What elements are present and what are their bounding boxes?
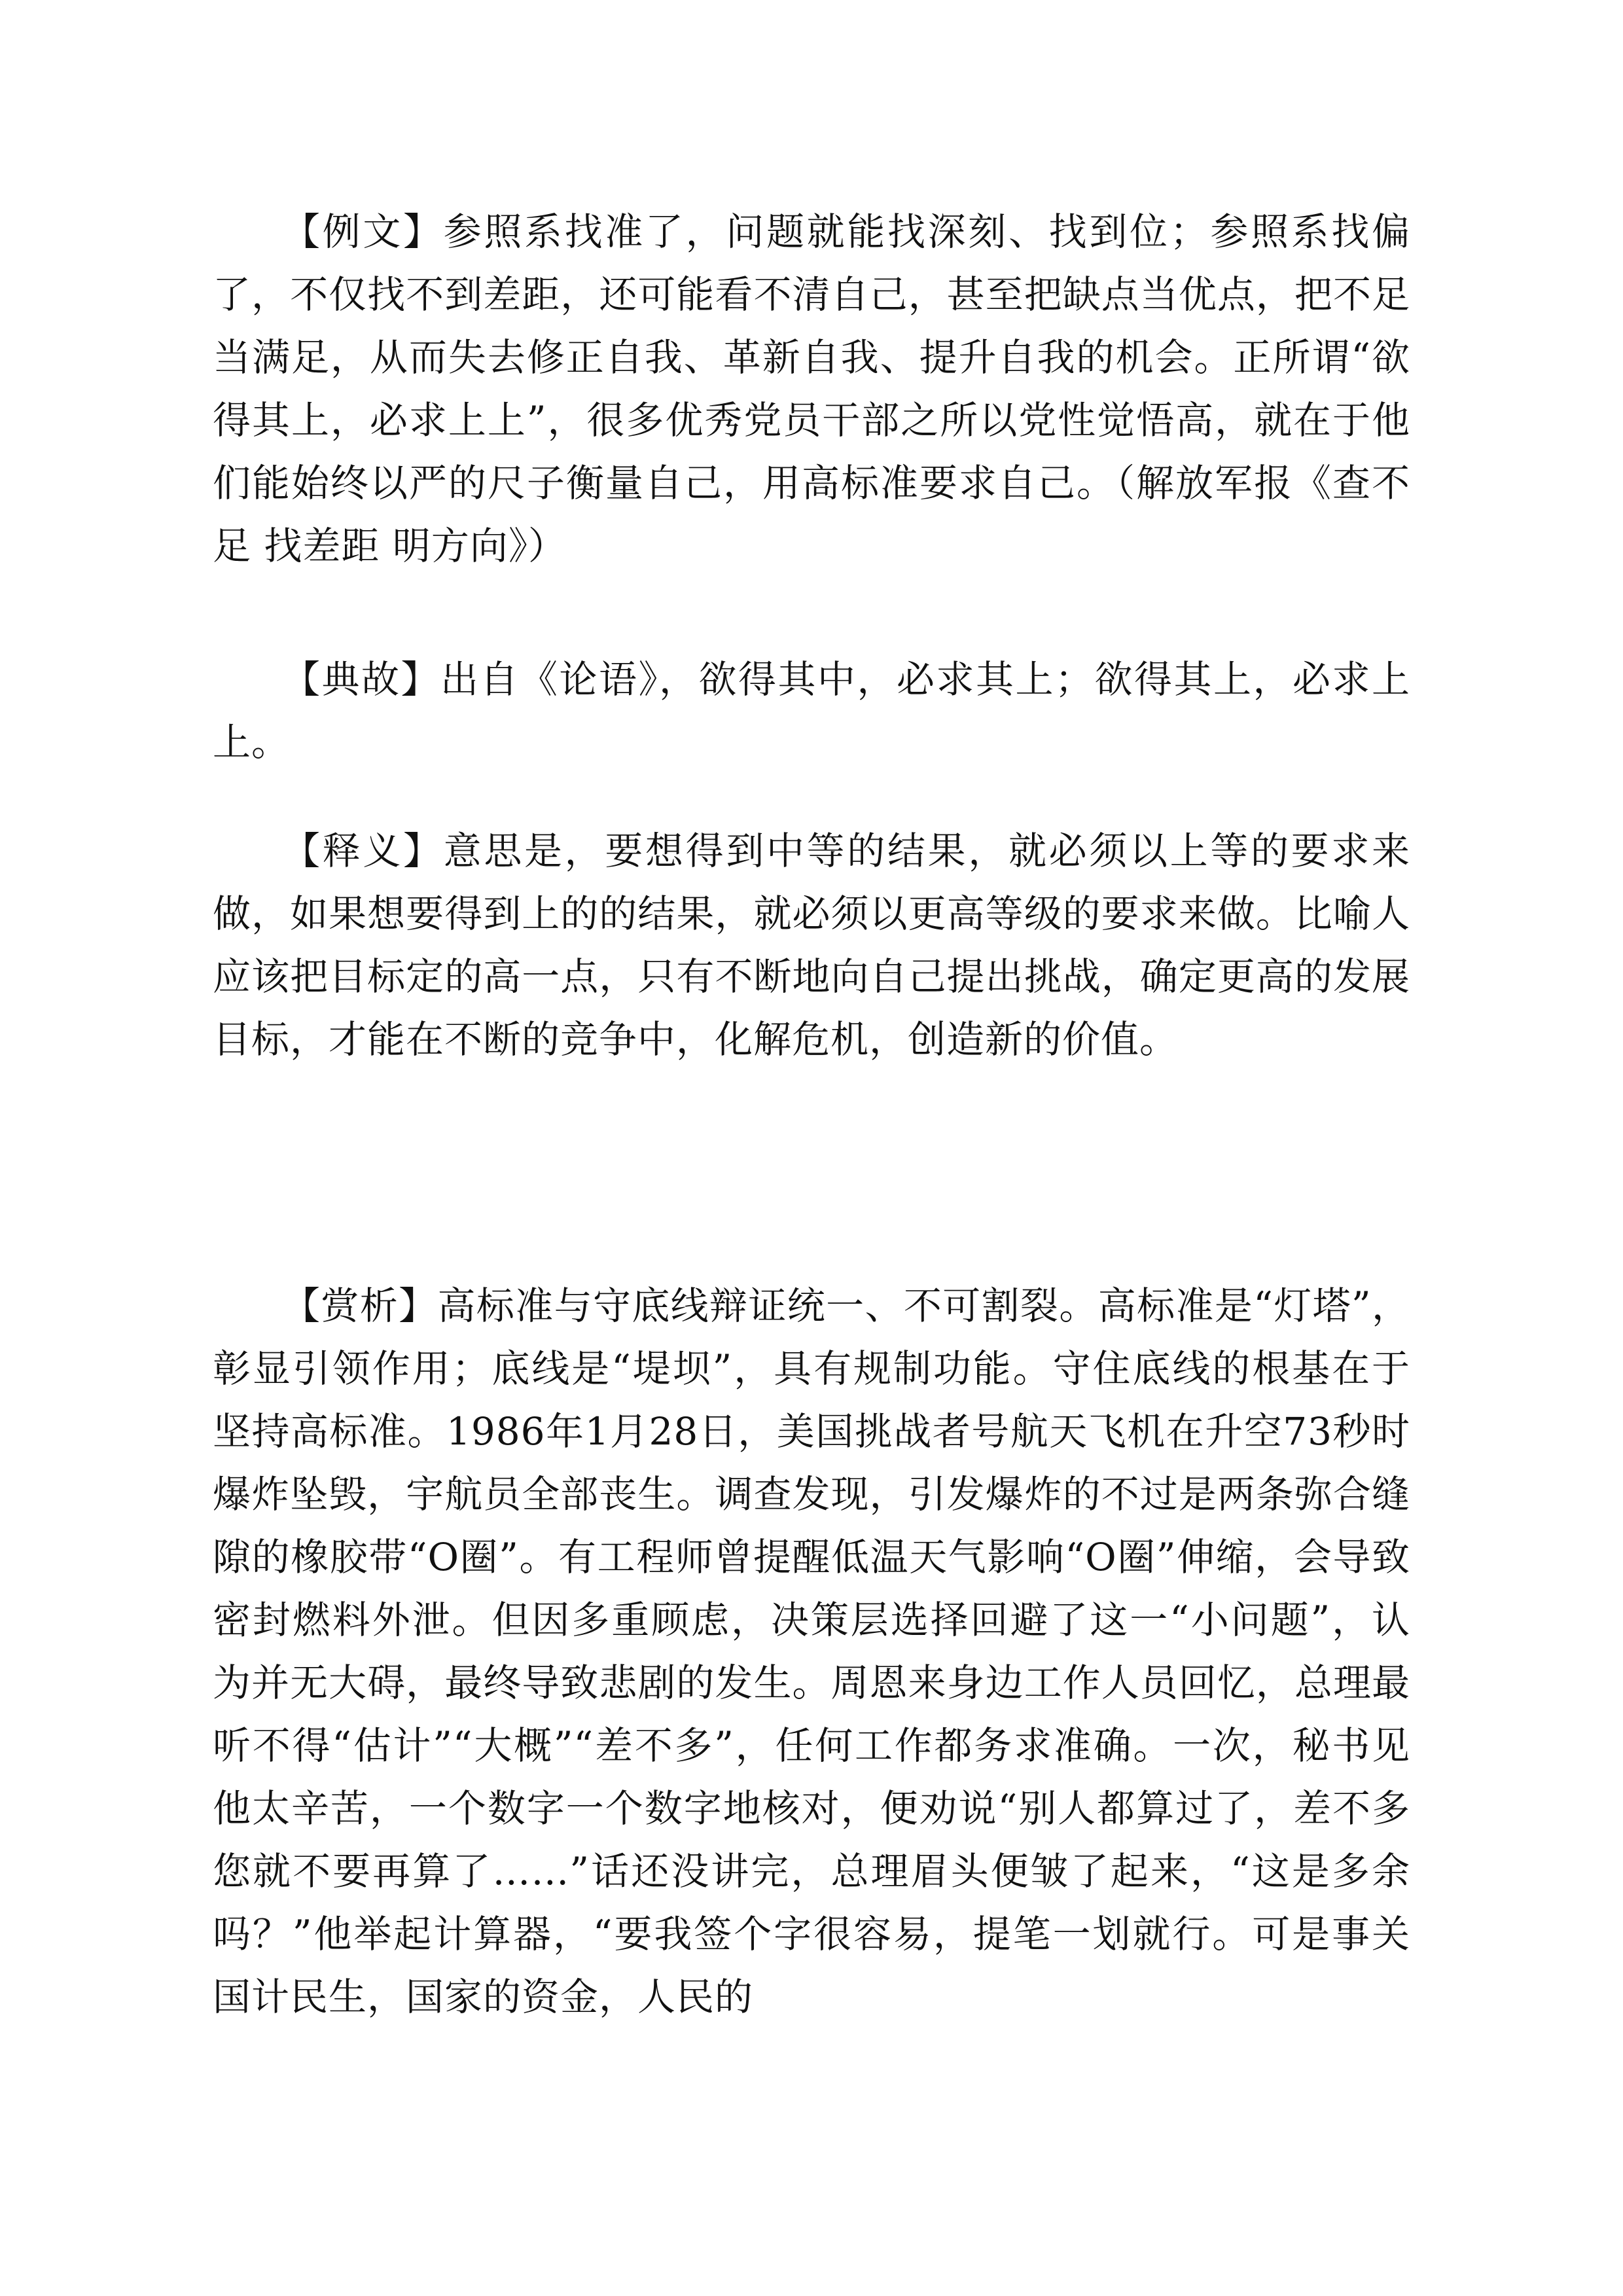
paragraph-interpretation: 【释义】意思是，要想得到中等的结果，就必须以上等的要求来做，如果想要得到上的的结果，就必须以更高等级的要求来做。比喻人应该把目标定的高一点，只有不断地向自己提出挑战，确定更高的发展目标，才能在不断的竞争中，化解危机，创造新的价值。	[213, 829, 1410, 1062]
paragraph-allusion: 【典故】出自《论语》，欲得其中，必求其上；欲得其上，必求上上。	[213, 657, 1410, 764]
paragraph-example: 【例文】参照系找准了，问题就能找深刻、找到位；参照系找偏了，不仅找不到差距，还可能看不清自己，甚至把缺点当优点，把不足当满足，从而失去修正自我、革新自我、提升自我的机会。正所谓“欲得其上，必求上上”，很多优秀党员干部之所以党性觉悟高，就在于他们能始终以严的尺子衡量自己，用高标准要求自己。（解放军报《查不足 找差距 明方向》）	[213, 209, 1410, 568]
paragraph-appreciation: 【赏析】高标准与守底线辩证统一、不可割裂。高标准是“灯塔”，彰显引领作用；底线是“堤坝”，具有规制功能。守住底线的根基在于坚持高标准。1986年1月28日，美国挑战者号航天飞机在升空73秒时爆炸坠毁，宇航员全部丧生。调查发现，引发爆炸的不过是两条弥合缝隙的橡胶带“O圈”。有工程师曾提醒低温天气影响“O圈”伸缩，会导致密封燃料外泄。但因多重顾虑，决策层选择回避了这一“小问题”，认为并无大碍，最终导致悲剧的发生。周恩来身边工作人员回忆，总理最听不得“估计”“大概”“差不多”，任何工作都务求准确。一次，秘书见他太辛苦，一个数字一个数字地核对，便劝说“别人都算过了，差不多您就不要再算了……”话还没讲完，总理眉头便皱了起来，“这是多余吗？”他举起计算器，“要我签个字很容易，提笔一划就行。可是事关国计民生，国家的资金，人民的	[213, 1283, 1410, 2019]
